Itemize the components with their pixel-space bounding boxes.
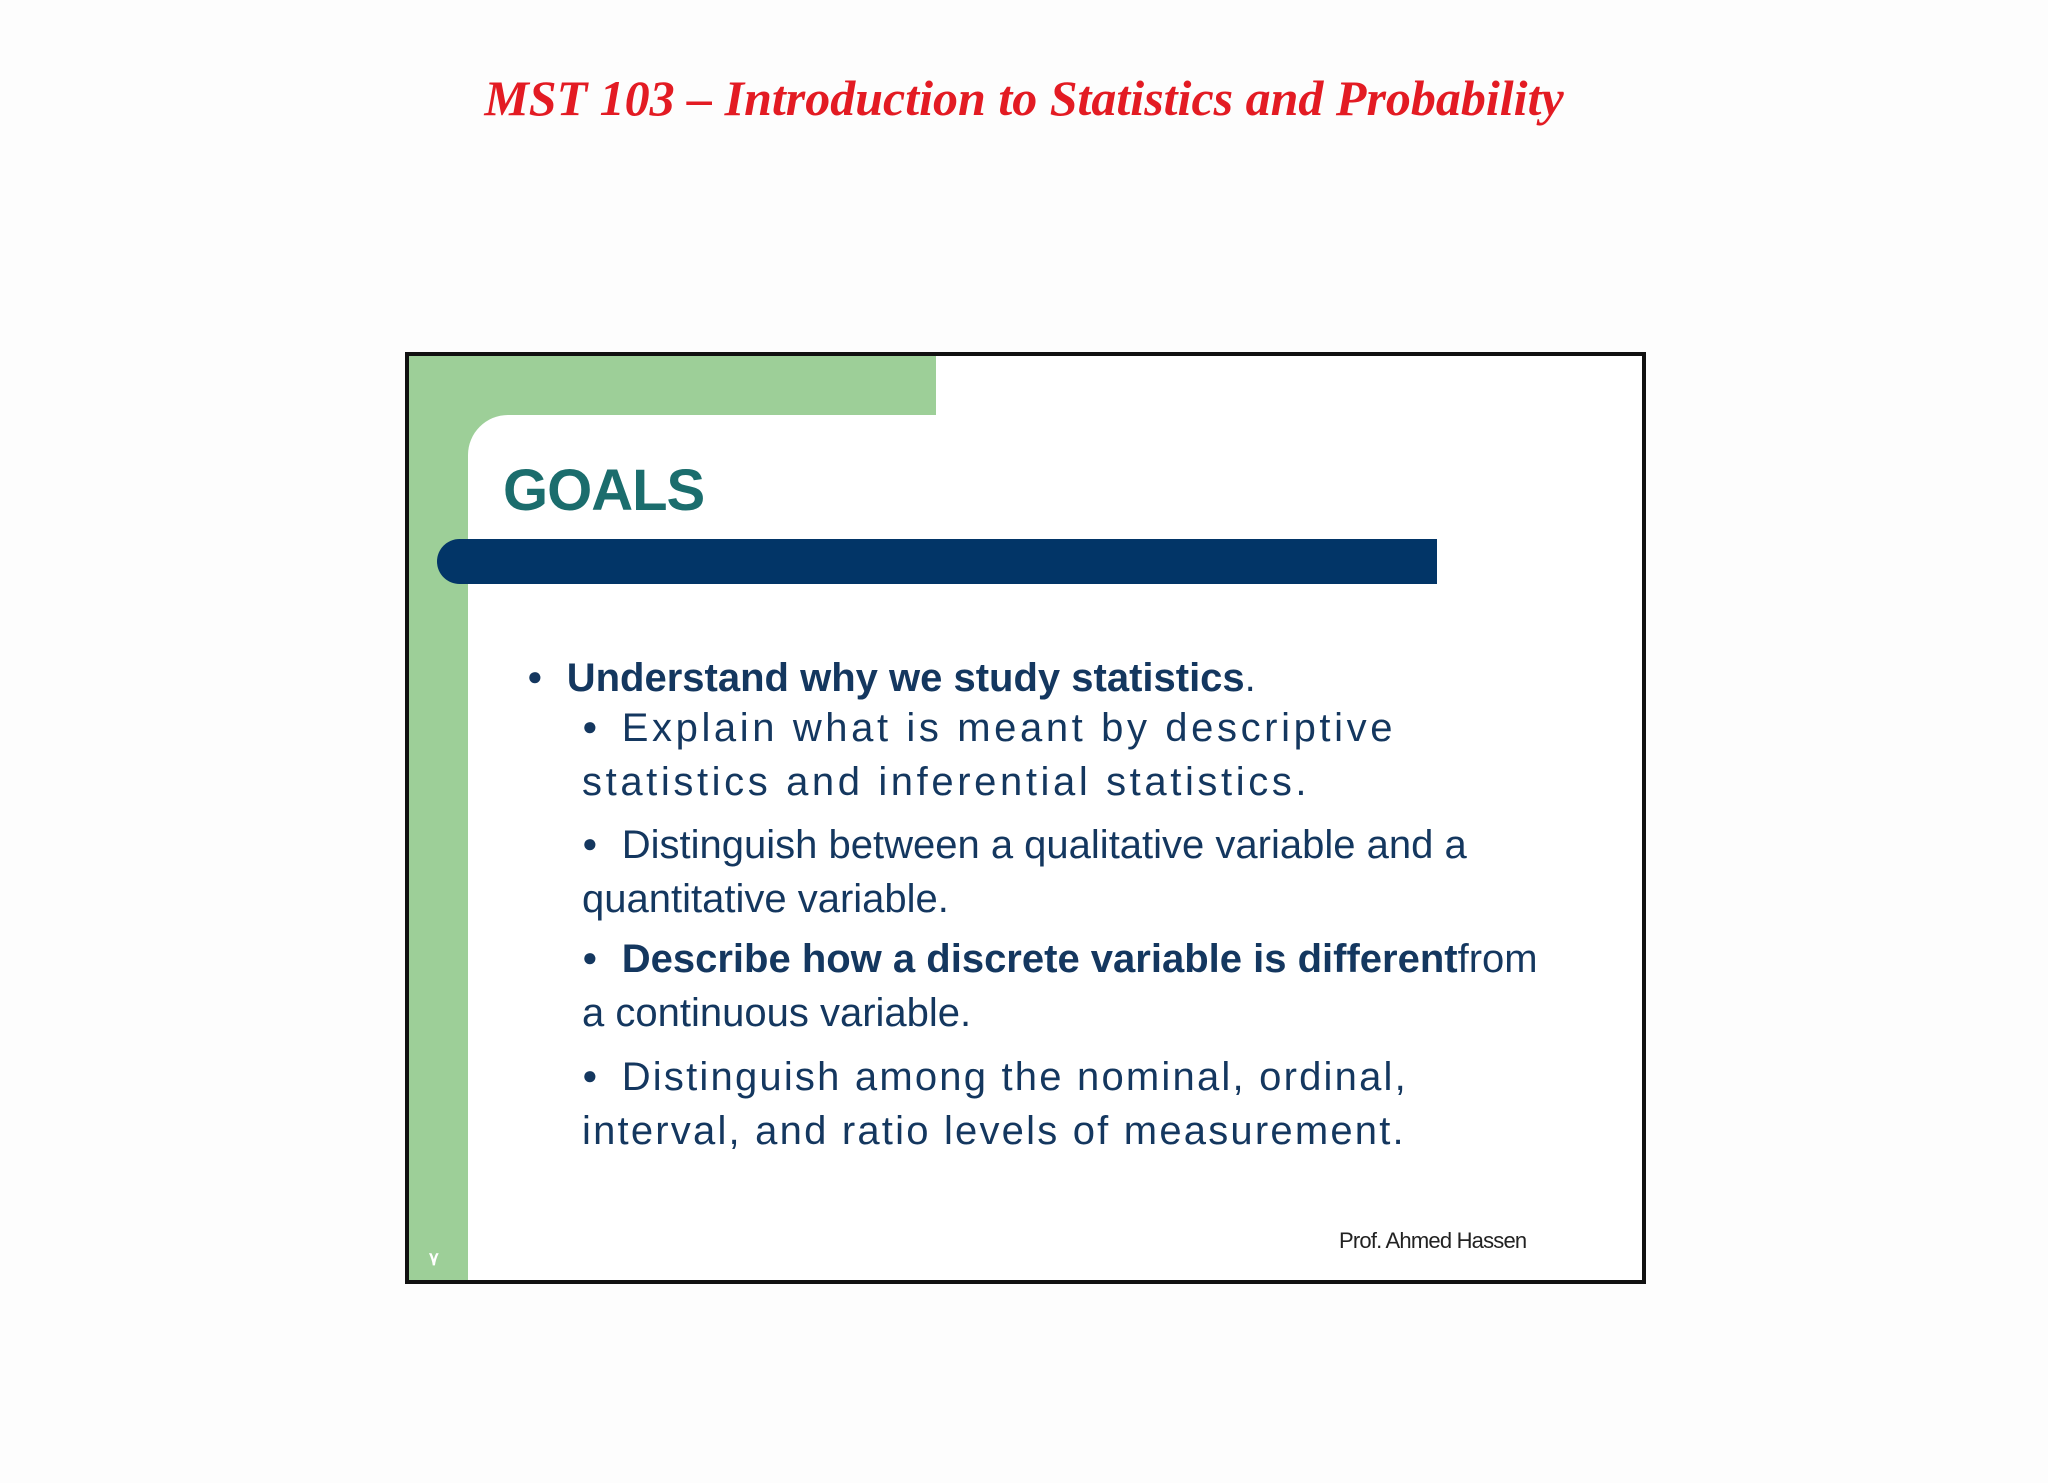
slide-title: GOALS [503, 458, 705, 523]
page-number: ٧ [429, 1249, 439, 1269]
bullet-dot-icon: ● [582, 942, 598, 973]
main-bullet-rest-text: . [1244, 656, 1256, 700]
sub-bullet-discrete [582, 933, 1542, 1039]
sub-bullet-descriptive [582, 702, 1542, 808]
bullet-dot-icon: ● [582, 711, 598, 742]
slide-content [409, 356, 1642, 1280]
bullet-dot-icon: ● [527, 660, 543, 691]
bullet-dot-icon: ● [582, 828, 598, 859]
footer-author: Prof. Ahmed Hassen [1339, 1228, 1527, 1253]
sub-bullet-text: Distinguish between a qualitative variable and a quantitative variable. [582, 823, 1467, 922]
sub-bullet-qualitative [582, 819, 1542, 925]
sub-bullet-text: from a continuous variable. [582, 937, 1538, 1036]
document-header-title: MST 103 – Introduction to Statistics and Probability [484, 70, 1564, 126]
main-bullet-bold-text: Understand why we study statistics [566, 656, 1245, 700]
sub-bullet-bold-text: Describe how a discrete variable is different [621, 937, 1458, 981]
main-bullet [527, 654, 1256, 702]
sub-bullet-text: Distinguish among the nominal, ordinal, interval, and ratio levels of measurement. [582, 1055, 1408, 1154]
bullet-dot-icon: ● [582, 1060, 598, 1091]
slide [405, 352, 1646, 1284]
sub-bullet-levels [582, 1051, 1542, 1157]
sub-bullet-text: Explain what is meant by descriptive statistics and inferential statistics. [582, 706, 1397, 805]
